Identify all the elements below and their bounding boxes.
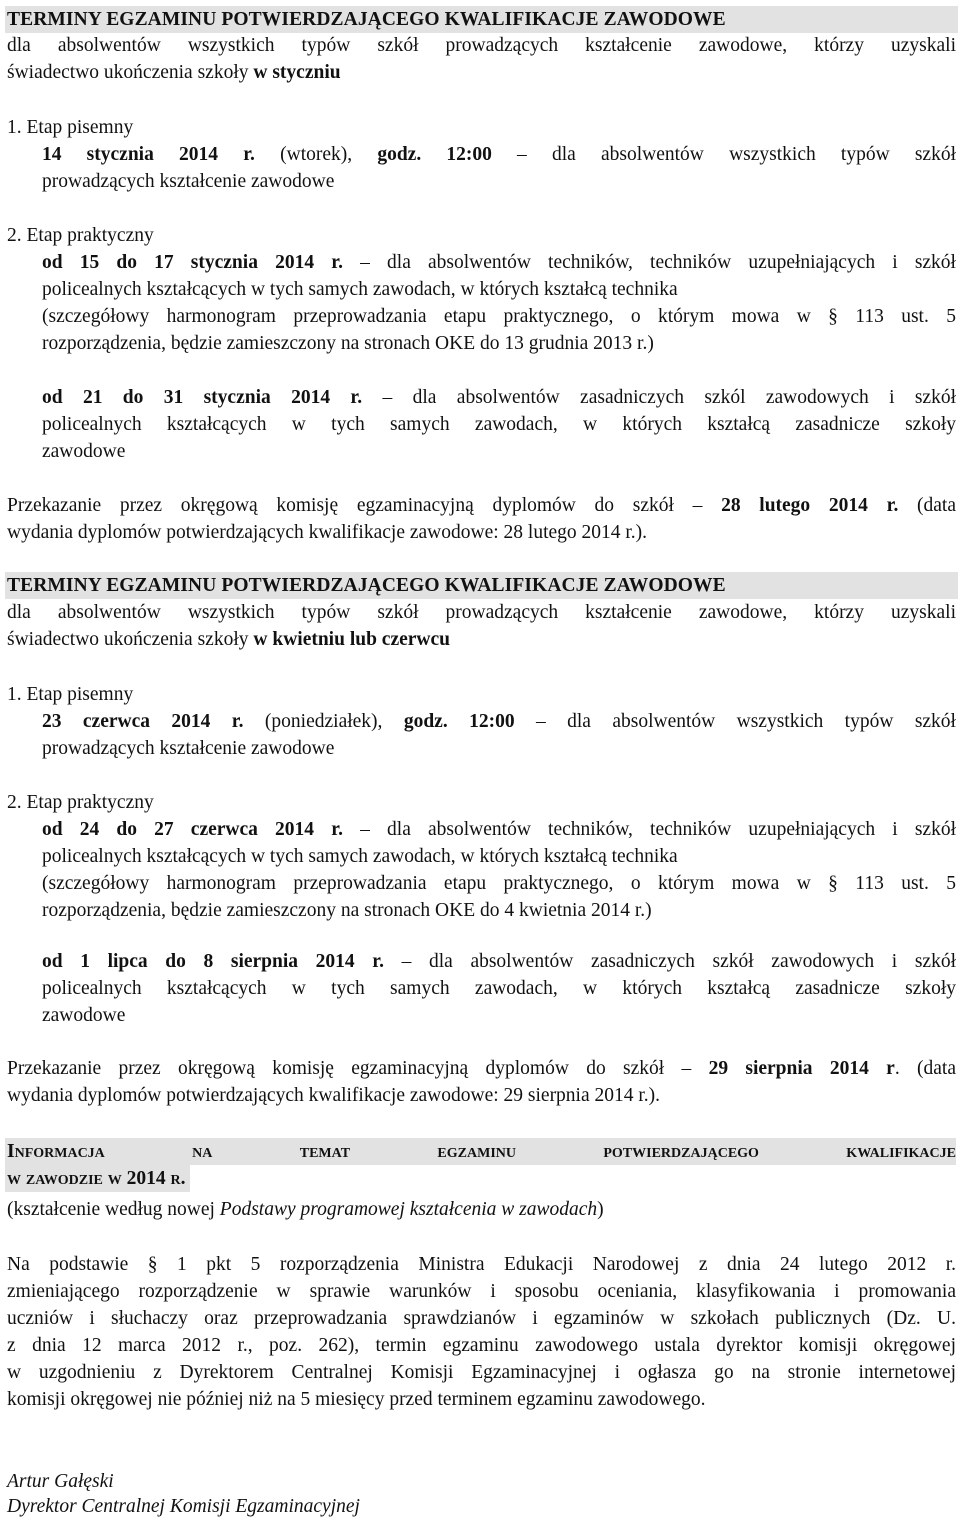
section1-stage2a-desc-b: policealnych kształcących w tych samych zawodach, w których kształcą technika xyxy=(42,279,678,300)
section1-diploma-date: 28 lutego 2014 r. xyxy=(721,495,899,516)
section3-body-line4: z dnia 12 marca 2012 r., poz. 262), termin egzaminu zawodowego ustala dyrektor komisji okręgowej xyxy=(7,1335,956,1356)
section2-stage2b-desc-c: zawodowe xyxy=(42,1005,126,1026)
section1-stage1-godz: godz. xyxy=(377,144,422,165)
section1-stage2b-date: od 21 do 31 stycznia 2014 r. xyxy=(42,387,363,408)
section2-heading: TERMINY EGZAMINU POTWIERDZAJĄCEGO KWALIFIKACJE ZAWODOWE xyxy=(5,572,958,599)
section2-stage1-line xyxy=(42,708,956,735)
section1-intro-text: świadectwo ukończenia szkoły xyxy=(7,62,254,83)
section2-intro-month: w kwietniu lub czerwcu xyxy=(253,629,451,650)
section1-stage1-title: 1. Etap pisemny xyxy=(7,117,134,138)
section1-stage1-desc-cont: prowadzących kształcenie zawodowe xyxy=(42,171,335,192)
section1-intro-line1: dla absolwentów wszystkich typów szkół prowadzących kształcenie zawodowe, którzy uzyskali xyxy=(7,35,956,56)
section1-stage2b-desc: – dla absolwentów zasadniczych szkól zawodowych i szkół xyxy=(362,387,957,408)
section2-stage2a-date: od 24 do 27 czerwca 2014 r. xyxy=(42,819,343,840)
section2-stage2b-date: od 1 lipca do 8 sierpnia 2014 r. xyxy=(42,951,385,972)
section3-body-line6: komisji okręgowej nie później niż na 5 miesięcy przed terminem egzaminu zawodowego. xyxy=(7,1389,706,1410)
section2-stage2a-desc-d: rozporządzenia, będzie zamieszczony na stronach OKE do 4 kwietnia 2014 r.) xyxy=(42,900,652,921)
section2-diploma-text: Przekazanie przez okręgową komisję egzaminacyjną dyplomów do szkół – xyxy=(7,1058,709,1079)
section3-body-line3: uczniów i słuchaczy oraz przeprowadzania sprawdzianów i egzaminów w szkołach publicznych (Dz. U. xyxy=(7,1308,956,1329)
section1-stage1-date: 14 stycznia 2014 r. xyxy=(42,144,255,165)
section2-stage1-godz: godz. xyxy=(403,711,448,732)
section2-stage2b-desc: – dla absolwentów zasadniczych szkół zawodowych i szkół xyxy=(384,951,956,972)
signature-name: Artur Gałęski xyxy=(7,1471,114,1492)
section2-stage2a-desc-b: policealnych kształcących w tych samych zawodach, w których kształcą technika xyxy=(42,846,678,867)
section3-subtitle-post: ) xyxy=(597,1199,604,1220)
section2-diploma-date: 29 sierpnia 2014 r xyxy=(708,1058,895,1079)
section3-body-line2: zmieniającego rozporządzenie w sprawie warunków i sposobu oceniania, klasyfikowania i promowania xyxy=(7,1281,956,1302)
section1-stage1-day: (wtorek), xyxy=(254,144,378,165)
section3-subtitle-italic: Podstawy programowej kształcenia w zawodach xyxy=(219,1199,598,1220)
section1-heading: TERMINY EGZAMINU POTWIERDZAJĄCEGO KWALIFIKACJE ZAWODOWE xyxy=(5,6,958,33)
section1-stage2b-desc-b: policealnych kształcących w tych samych zawodach, w których kształcą zasadnicze szkoły xyxy=(42,414,956,435)
signature-title: Dyrektor Centralnej Komisji Egzaminacyjnej xyxy=(7,1496,360,1517)
section3-subtitle xyxy=(7,1196,604,1223)
section3-subtitle-pre: (kształcenie według nowej xyxy=(7,1199,220,1220)
section2-stage1-date: 23 czerwca 2014 r. xyxy=(42,711,244,732)
section3-body-line1: Na podstawie § 1 pkt 5 rozporządzenia Ministra Edukacji Narodowej z dnia 24 lutego 2012 r. xyxy=(7,1254,956,1275)
section1-diploma-line1 xyxy=(7,492,956,519)
section1-stage2a-desc: – dla absolwentów techników, techników uzupełniających i szkół xyxy=(342,252,956,273)
section3-heading-line1: Informacja na temat egzaminu potwierdzającego kwalifikacje xyxy=(5,1138,956,1165)
section1-diploma-text: Przekazanie przez okręgową komisję egzaminacyjną dyplomów do szkół – xyxy=(7,495,722,516)
section1-stage2b-desc-c: zawodowe xyxy=(42,441,126,462)
section1-stage2a-date: od 15 do 17 stycznia 2014 r. xyxy=(42,252,343,273)
section1-diploma-line2: wydania dyplomów potwierdzających kwalifikacje zawodowe: 28 lutego 2014 r.). xyxy=(7,522,648,543)
section3-heading-line2: w zawodzie w 2014 r. xyxy=(5,1165,190,1192)
section2-diploma-end: . (data xyxy=(894,1058,956,1079)
section2-stage1-desc: – dla absolwentów wszystkich typów szkół xyxy=(514,711,956,732)
section2-stage1-day: (poniedziałek), xyxy=(243,711,404,732)
section2-stage2b-line xyxy=(42,948,956,975)
section1-stage2-title: 2. Etap praktyczny xyxy=(7,225,154,246)
section2-stage2a-desc: – dla absolwentów techników, techników uzupełniających i szkół xyxy=(342,819,956,840)
section2-stage1-title: 1. Etap pisemny xyxy=(7,684,134,705)
section1-stage2a-desc-c: (szczegółowy harmonogram przeprowadzania etapu praktycznego, o którym mowa w § 113 ust. 5 xyxy=(42,306,956,327)
section1-intro-line2 xyxy=(7,59,341,86)
section2-stage2a-line xyxy=(42,816,956,843)
section1-intro-month: w styczniu xyxy=(253,62,341,83)
section2-stage2b-desc-b: policealnych kształcących w tych samych zawodach, w których kształcą zasadnicze szkoły xyxy=(42,978,956,999)
section1-stage2a-desc-d: rozporządzenia, będzie zamieszczony na stronach OKE do 13 grudnia 2013 r.) xyxy=(42,333,654,354)
section2-intro-line2 xyxy=(7,626,450,653)
section2-intro-text: świadectwo ukończenia szkoły xyxy=(7,629,254,650)
section2-stage2a-desc-c: (szczegółowy harmonogram przeprowadzania etapu praktycznego, o którym mowa w § 113 ust. 5 xyxy=(42,873,956,894)
section1-stage1-time: 12:00 xyxy=(421,144,492,165)
section2-diploma-line2: wydania dyplomów potwierdzających kwalifikacje zawodowe: 29 sierpnia 2014 r.). xyxy=(7,1085,661,1106)
section1-stage2a-line xyxy=(42,249,956,276)
section1-stage1-line xyxy=(42,141,956,168)
section2-diploma-line1 xyxy=(7,1055,956,1082)
section2-stage1-time: 12:00 xyxy=(447,711,515,732)
section3-body-line5: w uzgodnieniu z Dyrektorem Centralnej Komisji Egzaminacyjnej i ogłasza go na stronie internetowej xyxy=(7,1362,956,1383)
section1-stage1-desc: – dla absolwentów wszystkich typów szkół xyxy=(491,144,956,165)
section2-intro-line1: dla absolwentów wszystkich typów szkół prowadzących kształcenie zawodowe, którzy uzyskali xyxy=(7,602,956,623)
section2-stage1-desc-cont: prowadzących kształcenie zawodowe xyxy=(42,738,335,759)
section1-stage2b-line xyxy=(42,384,956,411)
section2-stage2-title: 2. Etap praktyczny xyxy=(7,792,154,813)
section1-diploma-end: (data xyxy=(898,495,956,516)
